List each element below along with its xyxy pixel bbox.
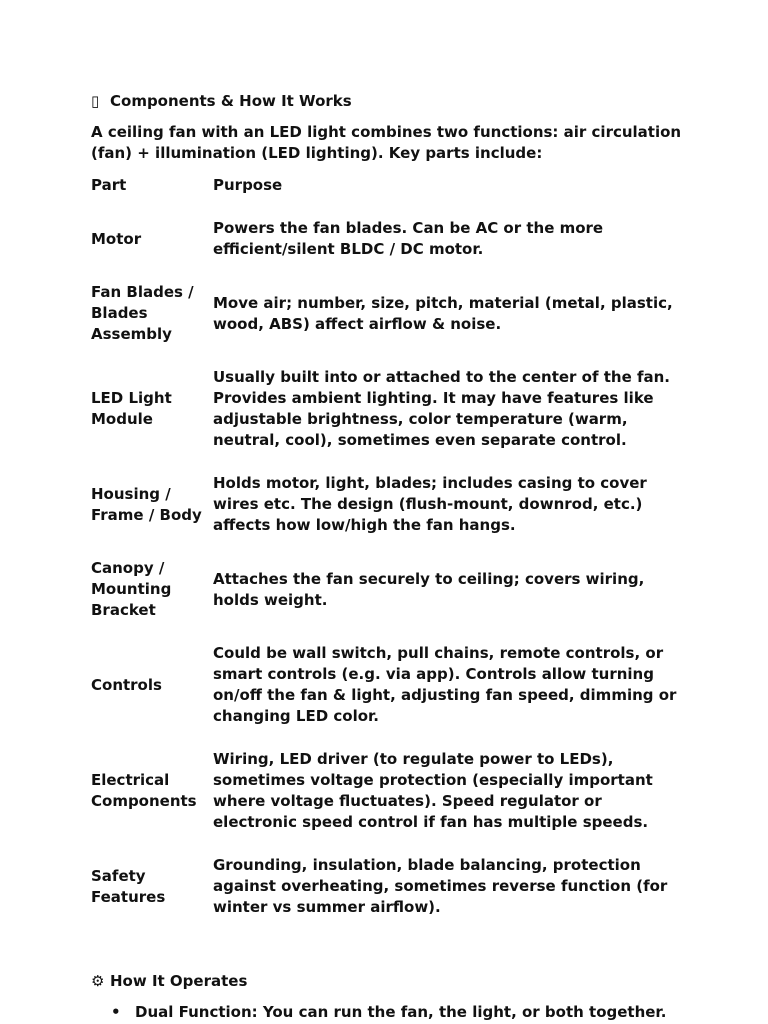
- part-cell: Motor: [91, 229, 142, 248]
- part-cell: Canopy / Mounting Bracket: [91, 559, 172, 619]
- purpose-cell: Powers the fan blades. Can be AC or the more efficient/silent BLDC / DC motor.: [213, 219, 604, 258]
- table-row: [91, 462, 683, 547]
- table-header-row: [91, 175, 683, 207]
- part-cell: Housing / Frame / Body: [91, 484, 202, 524]
- table-row: [91, 738, 683, 844]
- purpose-cell: Usually built into or attached to the center of the fan. Provides ambient lighting. It may have features like adjustable brightness, color temperature (warm, neutral, cool), sometimes even separate control.: [213, 368, 670, 449]
- part-cell: Controls: [91, 675, 162, 694]
- bullet-marker: •: [111, 1003, 121, 1021]
- table-row: [91, 632, 683, 738]
- box-glyph-icon: ▯: [91, 92, 100, 110]
- operation-heading-text: How It Operates: [110, 972, 248, 990]
- table-row: [91, 356, 683, 462]
- table-row: [91, 547, 683, 632]
- list-item-text: Dual Function: You can run the fan, the light, or both together.: [135, 1003, 667, 1021]
- table-row: [91, 207, 683, 271]
- operation-heading: [91, 971, 691, 992]
- purpose-cell: Holds motor, light, blades; includes casing to cover wires etc. The design (flush-mount, downrod, etc.) affects how low/high the fan hangs.: [213, 474, 647, 534]
- purpose-cell: Grounding, insulation, blade balancing, protection against overheating, sometimes reverse function (for winter vs summer airflow).: [213, 856, 668, 916]
- intro-paragraph: A ceiling fan with an LED light combines two functions: air circulation (fan) + illumination (LED lighting). Key parts include:: [91, 123, 682, 162]
- purpose-cell: Move air; number, size, pitch, material (metal, plastic, wood, ABS) affect airflow & noise.: [213, 293, 673, 333]
- part-cell: LED Light Module: [91, 389, 172, 428]
- list-item: [91, 1002, 691, 1023]
- document-page: [91, 91, 691, 1023]
- operation-list: [91, 1002, 691, 1023]
- purpose-cell: Wiring, LED driver (to regulate power to LEDs), sometimes voltage protection (especially important where voltage fluctuates). Speed regulator or electronic speed control if fan has multiple speeds.: [213, 750, 653, 831]
- components-heading: [91, 91, 691, 112]
- components-heading-text: Components & How It Works: [110, 92, 352, 110]
- gear-icon: ⚙: [91, 972, 105, 990]
- table-row: [91, 271, 683, 356]
- table-row: [91, 844, 683, 929]
- part-cell: Safety Features: [91, 866, 166, 906]
- part-cell: Electrical Components: [91, 771, 197, 810]
- purpose-cell: Could be wall switch, pull chains, remote controls, or smart controls (e.g. via app). Controls allow turning on/off the fan & light, adjusting fan speed, dimming or changing LED color.: [213, 644, 677, 725]
- part-cell: Fan Blades / Blades Assembly: [91, 283, 194, 343]
- header-purpose: Purpose: [213, 176, 283, 194]
- purpose-cell: Attaches the fan securely to ceiling; covers wiring, holds weight.: [213, 569, 645, 609]
- parts-table: [91, 175, 683, 929]
- header-part: Part: [91, 176, 127, 194]
